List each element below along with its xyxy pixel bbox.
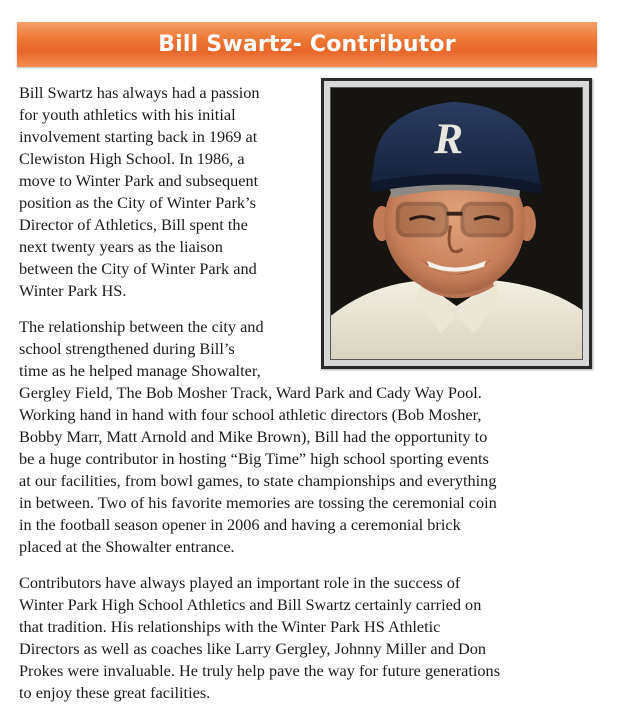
- paragraph-line: involvement starting back in 1969 at: [19, 127, 258, 146]
- paragraph-line: be a huge contributor in hosting “Big Time” high school sporting events: [19, 449, 489, 468]
- paragraph-line: between the City of Winter Park and: [19, 259, 257, 278]
- paragraph-line: Gergley Field, The Bob Mosher Track, Ward Park and Cady Way Pool.: [19, 383, 482, 402]
- paragraph-line: Bobby Marr, Matt Arnold and Mike Brown), Bill had the opportunity to: [19, 427, 488, 446]
- paragraph-line: in the football season opener in 2006 and having a ceremonial brick: [19, 515, 461, 534]
- paragraph-line: Winter Park HS.: [19, 281, 127, 300]
- paragraph-line: in between. Two of his favorite memories are tossing the ceremonial coin: [19, 493, 497, 512]
- paragraph-line: that tradition. His relationships with the Winter Park HS Athletic: [19, 617, 441, 636]
- title-banner: [17, 22, 597, 67]
- paragraph-1: [19, 82, 319, 302]
- paragraph-line: Contributors have always played an important role in the success of: [19, 573, 461, 592]
- paragraph-line: Clewiston High School. In 1986, a: [19, 149, 245, 168]
- cap-logo-letter: R: [434, 115, 464, 163]
- paragraph-line: to enjoy these great facilities.: [19, 683, 211, 702]
- paragraph-3: [19, 572, 609, 704]
- paragraph-line: Director of Athletics, Bill spent the: [19, 215, 248, 234]
- paragraph-line: at our facilities, from bowl games, to state championships and everything: [19, 471, 497, 490]
- paragraph-line: Directors as well as coaches like Larry Gergley, Johnny Miller and Don: [19, 639, 487, 658]
- paragraph-line: next twenty years as the liaison: [19, 237, 223, 256]
- paragraph-line: position as the City of Winter Park’s: [19, 193, 256, 212]
- paragraph-line: Bill Swartz has always had a passion: [19, 83, 260, 102]
- paragraph-line: Working hand in hand with four school athletic directors (Bob Mosher,: [19, 405, 482, 424]
- paragraph-line: The relationship between the city and: [19, 317, 264, 336]
- page-title: Bill Swartz- Contributor: [158, 32, 456, 57]
- paragraph-line: school strengthened during Bill’s: [19, 339, 235, 358]
- paragraph-line: Winter Park High School Athletics and Bill Swartz certainly carried on: [19, 595, 482, 614]
- paragraph-line: time as he helped manage Showalter,: [19, 361, 261, 380]
- paragraph-line: move to Winter Park and subsequent: [19, 171, 259, 190]
- paragraph-line: for youth athletics with his initial: [19, 105, 236, 124]
- paragraph-line: Prokes were invaluable. He truly help pave the way for future generations: [19, 661, 501, 680]
- paragraph-2: [19, 316, 609, 558]
- paragraph-line: placed at the Showalter entrance.: [19, 537, 235, 556]
